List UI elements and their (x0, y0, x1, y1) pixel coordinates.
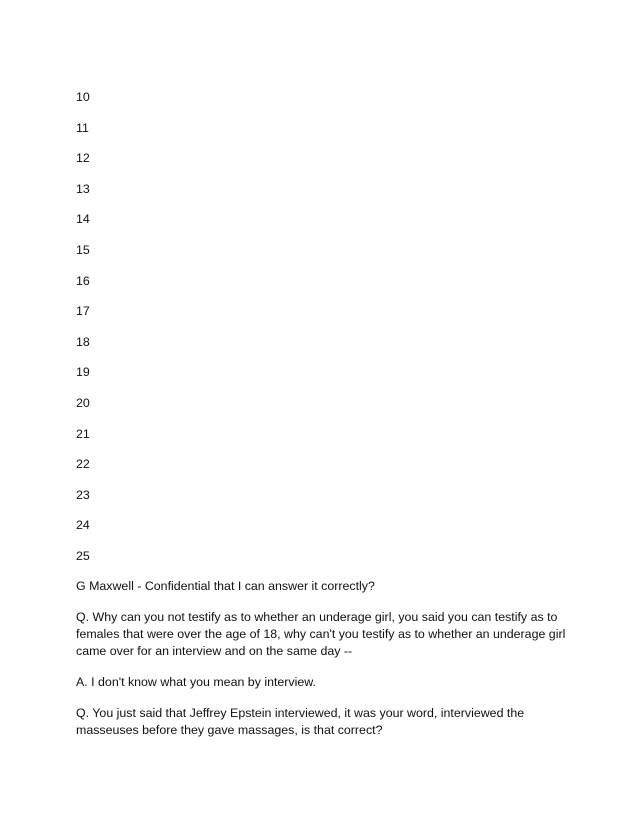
line-number: 21 (76, 426, 90, 441)
line-number: 23 (76, 487, 90, 502)
line-number: 24 (76, 518, 90, 533)
line-number: 11 (76, 120, 89, 135)
line-number: 12 (76, 151, 90, 166)
line-number: 18 (76, 334, 90, 349)
line-number: 15 (76, 242, 90, 257)
transcript-text (76, 578, 576, 753)
line-number: 19 (76, 365, 90, 380)
line-number: 25 (76, 548, 90, 563)
line-number: 13 (76, 181, 90, 196)
answer-paragraph: A. I don't know what you mean by interview. (76, 675, 316, 689)
question-paragraph: Q. Why can you not testify as to whether an underage girl, you said you can testify as to females that were over the age of 18, why can't you testify as to whether an underage girl came over for an interview and on the same day -- (76, 610, 566, 658)
line-number: 16 (76, 273, 90, 288)
line-number: 22 (76, 457, 90, 472)
line-number-column (76, 89, 90, 579)
line-number: 14 (76, 212, 90, 227)
line-number: 10 (76, 90, 90, 104)
header-line: G Maxwell - Confidential that I can answer it correctly? (76, 579, 375, 593)
question-paragraph: Q. You just said that Jeffrey Epstein interviewed, it was your word, interviewed the masseuses before they gave massages, is that correct? (76, 706, 525, 737)
line-number: 20 (76, 395, 90, 410)
line-number: 17 (76, 304, 90, 319)
